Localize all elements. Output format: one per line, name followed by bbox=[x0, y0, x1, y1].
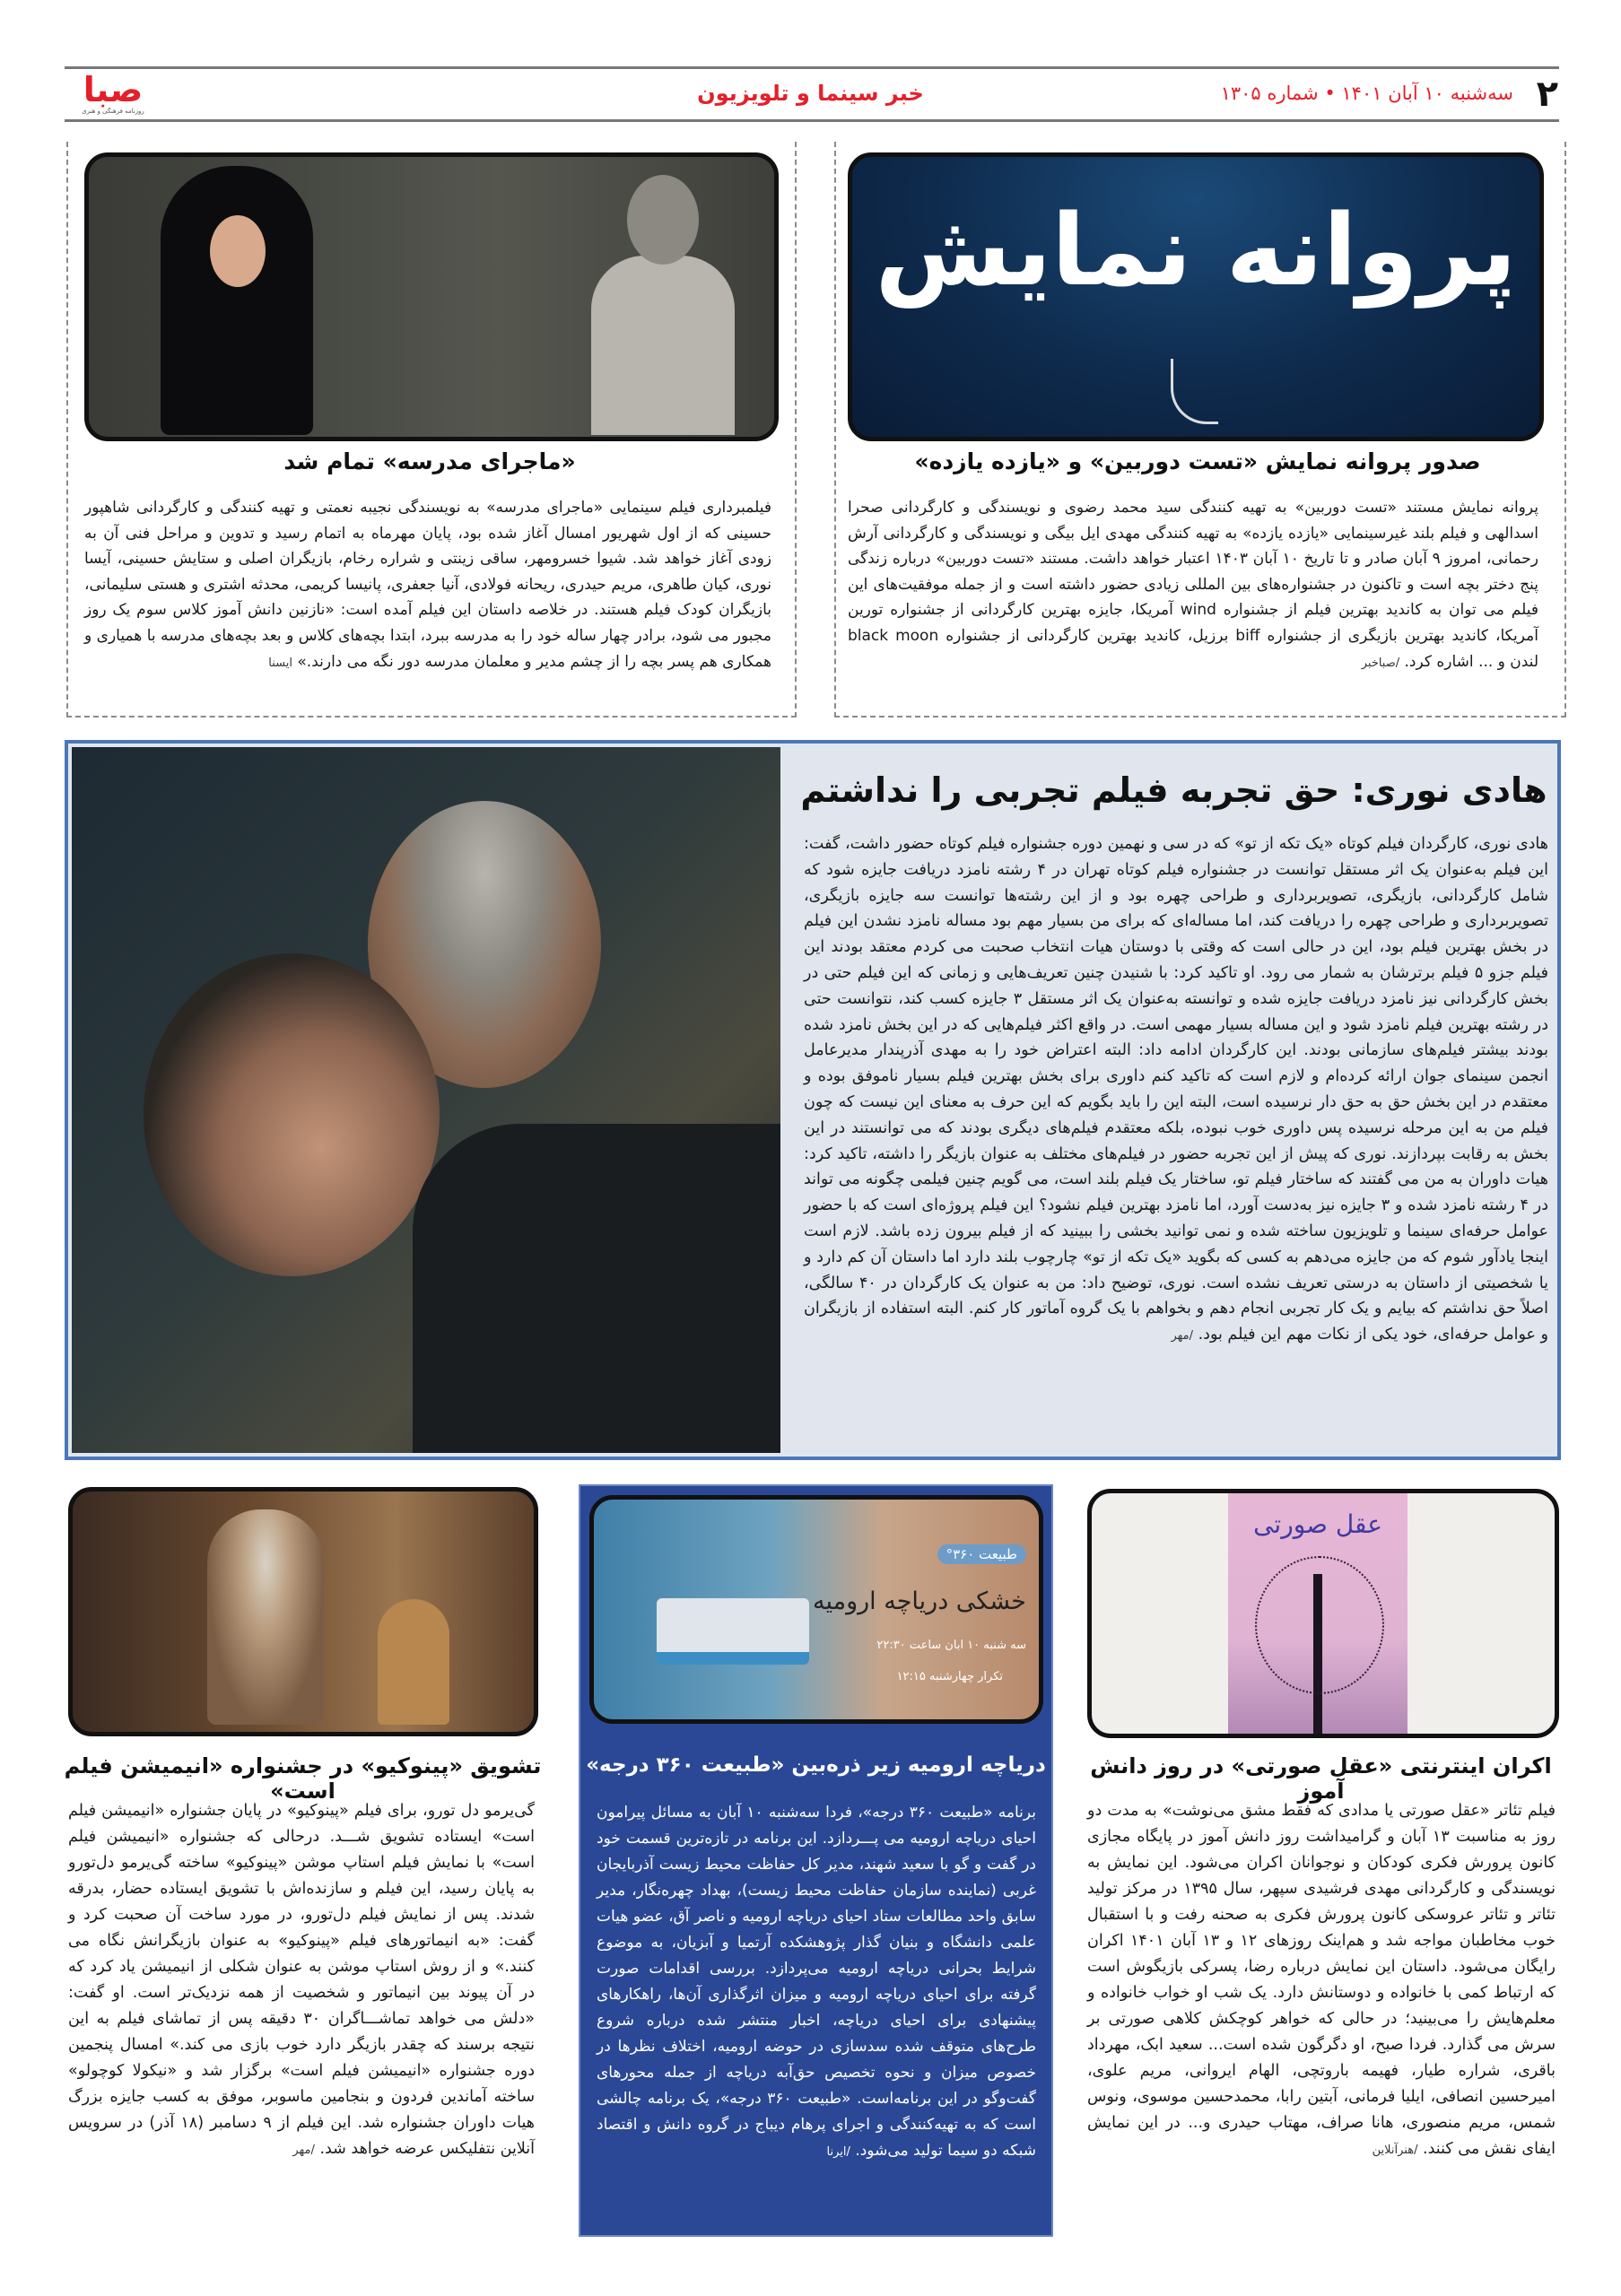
pinocchio-figure bbox=[378, 1599, 449, 1725]
woman-head bbox=[144, 953, 440, 1276]
tv-studio-desk bbox=[657, 1598, 809, 1665]
date-issue: سه‌شنبه ۱۰ آبان ۱۴۰۱ • شماره ۱۳۰۵ bbox=[1220, 83, 1513, 104]
school-body bbox=[84, 495, 771, 676]
school-body-text: فیلمبرداری فیلم سینمایی «ماجرای مدرسه» به نویسندگی نجیبه نعمتی و تهیه کنندگی و کارگردانی شاهپور حسینی که از اول شهریور امسال آغاز شده بود، پایان مهرماه به اتمام رسید و تدوین و مراحل فنی آن به زودی آغاز خواهد شد. شیوا خسرومهر، ساقی زینتی و شراره رخام، بازیگران اصلی و ستایش حسینی، آیسا نوری، کیان طاهری، مریم حیدری، ریحانه فولادی، آنیا جعفری، پانیسا کریمی، محدثه اشتری و هستی سلیمانی، بازیگران کودک فیلم هستند. در خلاصه داستان این فیلم آمده است: «نازنین دانش آموز کلاس سوم یک روز مجبور می شود، برادر چهار ساله خود را به مدرسه ببرد، ابتدا بچه‌های کلاس و بعد بچه‌های مدرسه با همیاری و همکاری هم پسر بچه را از چشم مدیر و معلمان مدرسه دور نگه می دارند.» bbox=[84, 499, 771, 671]
permit-body-text: پروانه نمایش مستند «تست دوربین» به تهیه کنندگی سید محمد رضوی و نویسندگی و کارگردانی صحرا اسدالهی و فیلم بلند غیرسینمایی «یازده یازده» به تهیه کنندگی مهدی ایل بیگی و نویسندگی و کارگردانی آرش رحمانی، امروز ۹ آبان صادر و تا تاریخ ۱۰ آبان ۱۴۰۳ اعتبار خواهد داشت. مستند «تست دوربین» درباره زندگی پنج دختر بچه است و تاکنون در جشنواره‌های بین المللی زیادی حضور داشته است و از جمله موفقیت‌های این فیلم می توان به کاندید بهترین فیلم از جشنواره wind آمریکا، جایزه بهترین کارگردانی از جشنواره تورین آمریکا، کاندید بهترین بازیگری از جشنواره biff برزیل، کاندید بهترین کارگردانی از جشنواره black moon لندن و ... اشاره کرد. bbox=[848, 499, 1538, 671]
man-shoulder bbox=[413, 1124, 780, 1453]
pink-mind-body-text: فیلم تئاتر «عقل صورتی یا مدادی که فقط مشق می‌نوشت» به مدت دو روز به مناسبت ۱۳ آبان و گرامیداشت روز دانش آموز در پایگاه مجازی کانون پرورش فکری کودکان و نوجوانان اکران می‌شود. این نمایش به نویسندگی و کارگردانی مهدی فرشیدی سپهر، سال ۱۳۹۵ در مرکز تولید تئاتر و تئاتر عروسکی کانون پرورش فکری به صحنه رفت و با استقبال خوب مخاطبان مواجه شد و هم‌اینک روزهای ۱۲ و ۱۳ آبان ۱۴۰۱ اکران رایگان می‌شود. داستان این نمایش درباره رضا، پسرکی بازیگوش است که ارتباط کمی با خانواده و دوستانش دارد. یک شب او خواب خانواده و معلم‌هایش را می‌بینید؛ در حالی که خواهر کوچکش کلاهی صورتی بر سرش می گذارد. فردا صبح، او دگرگون شده است... سعید ابک، مهرداد باقری، شراره طیار، فهیمه باروتچی، الهام ایروانی، مریم علوی، امیرحسین انصافی، ایلیا فرمانی، آبتین رابا، محمدحسین موسوی، ونوس شمس، مریم منصوری، هانا صراف، مهتاب حیدری و... در این نمایش ایفای نقش می کنند. bbox=[1087, 1802, 1556, 2158]
geppetto-figure bbox=[207, 1509, 324, 1725]
pinocchio-body-text: گی‌یرمو دل تورو، برای فیلم «پینوکیو» در پایان جشنواره «انیمیشن فیلم است» ایستاده تشویق شـــد. درحالی که جشنواره «انیمیشن فیلم است» با نمایش فیلم استاپ موشن «پینوکیو» ساخته گی‌یرمو دل‌تورو به پایان رسید، این فیلم و سازنده‌اش با تشویق ایستاده حضار، بدرقه شدند. پس از نمایش فیلم دل‌تورو، در مورد ساخت آن صحبت کرد و گفت: «به انیماتورهای فیلم «پینوکیو» به عنوان بازیگرانش نگاه می کنند.» و از روش استاپ موشن به عنوان شکلی از انیمیشن یاد کرد که در آن پیوند بین انیماتور و شخصیت از همه نزدیک‌تر است. او گفت: «دلش می خواهد تماشـــاگران ۳۰ دقیقه پس از تماشای فیلم به این نتیجه برسند که چقدر بازیگر دارد خوب بازی می کند.» امسال پنجمین دوره جشنواره «انیمیشن فیلم است» برگزار شد و «نیکولا کوچولو» ساخته آماندین فردون و بنجامین ماسوبر، موفق به کسب جایزه بزرگ هیات داوران جشنواره شد. این فیلم از ۹ دسامبر (۱۸ آذر) در سرویس آنلاین نتفلیکس عرضه خواهد شد. bbox=[68, 1802, 535, 2158]
pink-mind-title: اکران اینترنتی «عقل صورتی» در روز دانش آموز bbox=[1090, 1753, 1552, 1804]
pinocchio-title: تشویق «پینوکیو» در جشنواره «انیمیشن فیلم است» bbox=[64, 1753, 542, 1804]
actor-figure bbox=[591, 256, 735, 435]
pinocchio-body bbox=[68, 1798, 535, 2163]
urmia-article-box bbox=[579, 1484, 1053, 2237]
logo-text: صبا bbox=[83, 70, 144, 109]
pinocchio-image bbox=[68, 1487, 538, 1736]
image-airtime: سه شنبه ۱۰ ابان ساعت ۲۲:۳۰ bbox=[876, 1639, 1026, 1652]
actress-figure bbox=[161, 166, 313, 435]
main-article-box bbox=[65, 740, 1561, 1460]
calligraphy-logo-icon bbox=[1171, 359, 1218, 424]
newspaper-logo bbox=[68, 72, 158, 115]
main-body bbox=[804, 831, 1548, 1350]
pinocchio-source: /مهر bbox=[292, 2144, 315, 2157]
page-number: ۲ bbox=[1536, 74, 1558, 115]
pink-mind-body bbox=[1087, 1798, 1556, 2163]
logo-subtitle: روزنامه فرهنگی و هنری bbox=[82, 108, 144, 115]
poster bbox=[1228, 1493, 1407, 1734]
actor-head bbox=[627, 175, 699, 265]
school-film-photo bbox=[84, 152, 779, 441]
image-headline: خشکی دریاچه ارومیه bbox=[813, 1587, 1026, 1615]
urmia-body-text: برنامه «طبیعت ۳۶۰ درجه»، فردا سه‌شنبه ۱۰ آبان به مسائل پیرامون احیای دریاچه ارومیه می پـــردازد. این برنامه در تازه‌ترین قسمت خود در گفت و گو با سعید شهند، مدیر کل حفاظت محیط زیست آذربایجان غربی (نماینده سازمان حفاظت محیط زیست)، بهداد چهره‌نگار، مدیر سابق واحد مطالعات ستاد احیای دریاچه ارومیه و ناصر آق، عضو هیات علمی دانشگاه و بنیان گذار پژوهشکده آرتمیا و آبزیان، به موضوع شرایط بحرانی دریاچه ارومیه می‌پردازد. بررسی اقدامات صورت گرفته برای احیای دریاچه ارومیه و میزان اثرگذاری آن‌ها، راهکارهای پیشنهادی برای احیای دریاچه، اخبار منتشر شده درباره شروع طرح‌های متوقف شده سدسازی در حوضه ارومیه، اختلاف نظرها در خصوص میزان و نحوه تخصیص حق‌آبه دریاچه از جمله محورهای گفت‌وگو در این برنامه‌است. «طبیعت ۳۶۰ درجه»، یک برنامه چالشی است که به تهیه‌کنندگی و اجرای پرهام دیباج در گروه دانش و اقتصاد شبکه دو سیما تولید می‌شود. bbox=[597, 1804, 1036, 2160]
poster-title: عقل صورتی bbox=[1253, 1509, 1382, 1539]
school-source: ایسنا bbox=[268, 656, 292, 670]
urmia-body bbox=[597, 1800, 1036, 2165]
permit-image bbox=[848, 152, 1544, 441]
header-bottom-rule bbox=[65, 119, 1559, 122]
main-body-text: هادی نوری، کارگردان فیلم کوتاه «یک تکه از تو» که در سی و نهمین دوره جشنواره فیلم کوتاه حضور داشت، گفت: این فیلم به‌عنوان یک اثر مستقل توانست در جشنواره فیلم کوتاه تهران در ۴ رشته نامزد دریافت جایزه شود که شامل کارگردانی، بازیگری، تصویربرداری و طراحی چهره بود و از این رشته‌ها توانست سه جایزه بازیگری، تصویربرداری و طراحی چهره را دریافت کند، اما مساله‌ای که برای من بسیار مهم بود مساله نامزد نشدن این فیلم در بخش بهترین فیلم بود، این در حالی است که وقتی با دوستان هیات انتخاب صحبت می کردم معتقد بودند این فیلم جزو ۵ فیلم برترشان به شمار می رود. او تاکید کرد: با شنیدن چنین تعریف‌هایی و زمانی که این فیلم حتی در بخش کارگردانی نیز نامزد دریافت جایزه شده و توانسته به‌عنوان یک اثر مستقل ۳ جایزه کسب کند، نتوانست حتی در رشته بهترین فیلم نامزد شود و این مساله بسیار مهمی است. در واقع اکثر فیلم‌هایی که در این بخش نامزد شده بودند بیشتر فیلم‌های سازمانی بودند. این کارگردان ادامه داد: البته اعتراض خود را به مهدی آذرپندار مدیرعامل انجمن سینمای جوان ارائه کرده‌ام و لازم است که تاکید کنم داوری برای بخش بهترین فیلم بسیار ناموفق بوده و معتقدم در این بخش حق به حق دار نرسیده‌ است، البته این را باید بگویم که این حرف به معنای این نیست که چون فیلم من به این مرحله نرسیده پس داوری خوب نبوده، بلکه معتقدم فیلم‌های دیگری بودند که می توانستند در این بخش به رقابت بپردازند. نوری که پیش از این تجربه حضور در فیلم‌های مختلف به عنوان بازیگر را داشته، تاکید کرد: هیات داوران به من می گفتند که ساختار فیلم تو، ساختار یک فیلم بلند است، می گویم چنین فیلمی چگونه می تواند در ۴ رشته نامزد شده و ۳ جایزه نیز به‌دست آورد، اما نامزد بهترین فیلم نشود؟ این فیلم پروژه‌ای است که با حضور عوامل حرفه‌ای سینما و تلویزیون ساخته شده و نمی توانید بخشی را ببینید که از فیلم بیرون زده باشد. لازم است اینجا یادآور شوم که من جایزه می‌دهم به کسی که بگوید «یک تکه از تو» چارچوب بلند دارد اما داستان آن کم دارد و یا شخصیتی از داستان به درستی تعریف نشده است. نوری، توضیح داد: من به عنوان یک کارگردان در ۴۰ سالگی، اصلاً حق نداشتم که بیایم و یک کار تجربی انجام دهم و بخواهم با یک گروه آماتور کار کنم. البته استفاده از بازیگران و عوامل حرفه‌ای، خود یکی از نکات مهم این فیلم بود. bbox=[804, 835, 1549, 1344]
pink-mind-source: /هنرآنلاین bbox=[1372, 2144, 1418, 2157]
image-repeat: تکرار چهارشنبه ۱۲:۱۵ bbox=[896, 1670, 1003, 1683]
permit-body bbox=[848, 495, 1538, 676]
section-title: خبر سینما و تلویزیون bbox=[697, 81, 924, 106]
permit-title: صدور پروانه نمایش «تست دوربین» و «یازده یازده» bbox=[914, 448, 1481, 474]
urmia-title: دریاچه ارومیه زیر ذره‌بین «طبیعت ۳۶۰ درجه» bbox=[586, 1753, 1046, 1777]
header-top-rule bbox=[65, 66, 1559, 69]
school-title: «ماجرای مدرسه» تمام شد bbox=[283, 448, 576, 474]
main-title: هادی نوری: حق تجربه فیلم تجربی را نداشتم bbox=[800, 770, 1547, 810]
main-source: /مهر bbox=[1171, 1329, 1194, 1344]
show-logo: طبیعت ۳۶۰° bbox=[937, 1544, 1026, 1564]
tree-crown bbox=[1255, 1556, 1384, 1694]
permit-image-text: پروانه نمایش bbox=[875, 193, 1517, 308]
permit-source: /صباخبر bbox=[1361, 656, 1400, 670]
actress-face bbox=[210, 215, 266, 287]
urmia-source: /ایرنا bbox=[826, 2145, 850, 2159]
urmia-tv-image bbox=[589, 1495, 1043, 1724]
pink-mind-poster-frame bbox=[1087, 1489, 1559, 1738]
main-film-photo bbox=[72, 747, 780, 1453]
